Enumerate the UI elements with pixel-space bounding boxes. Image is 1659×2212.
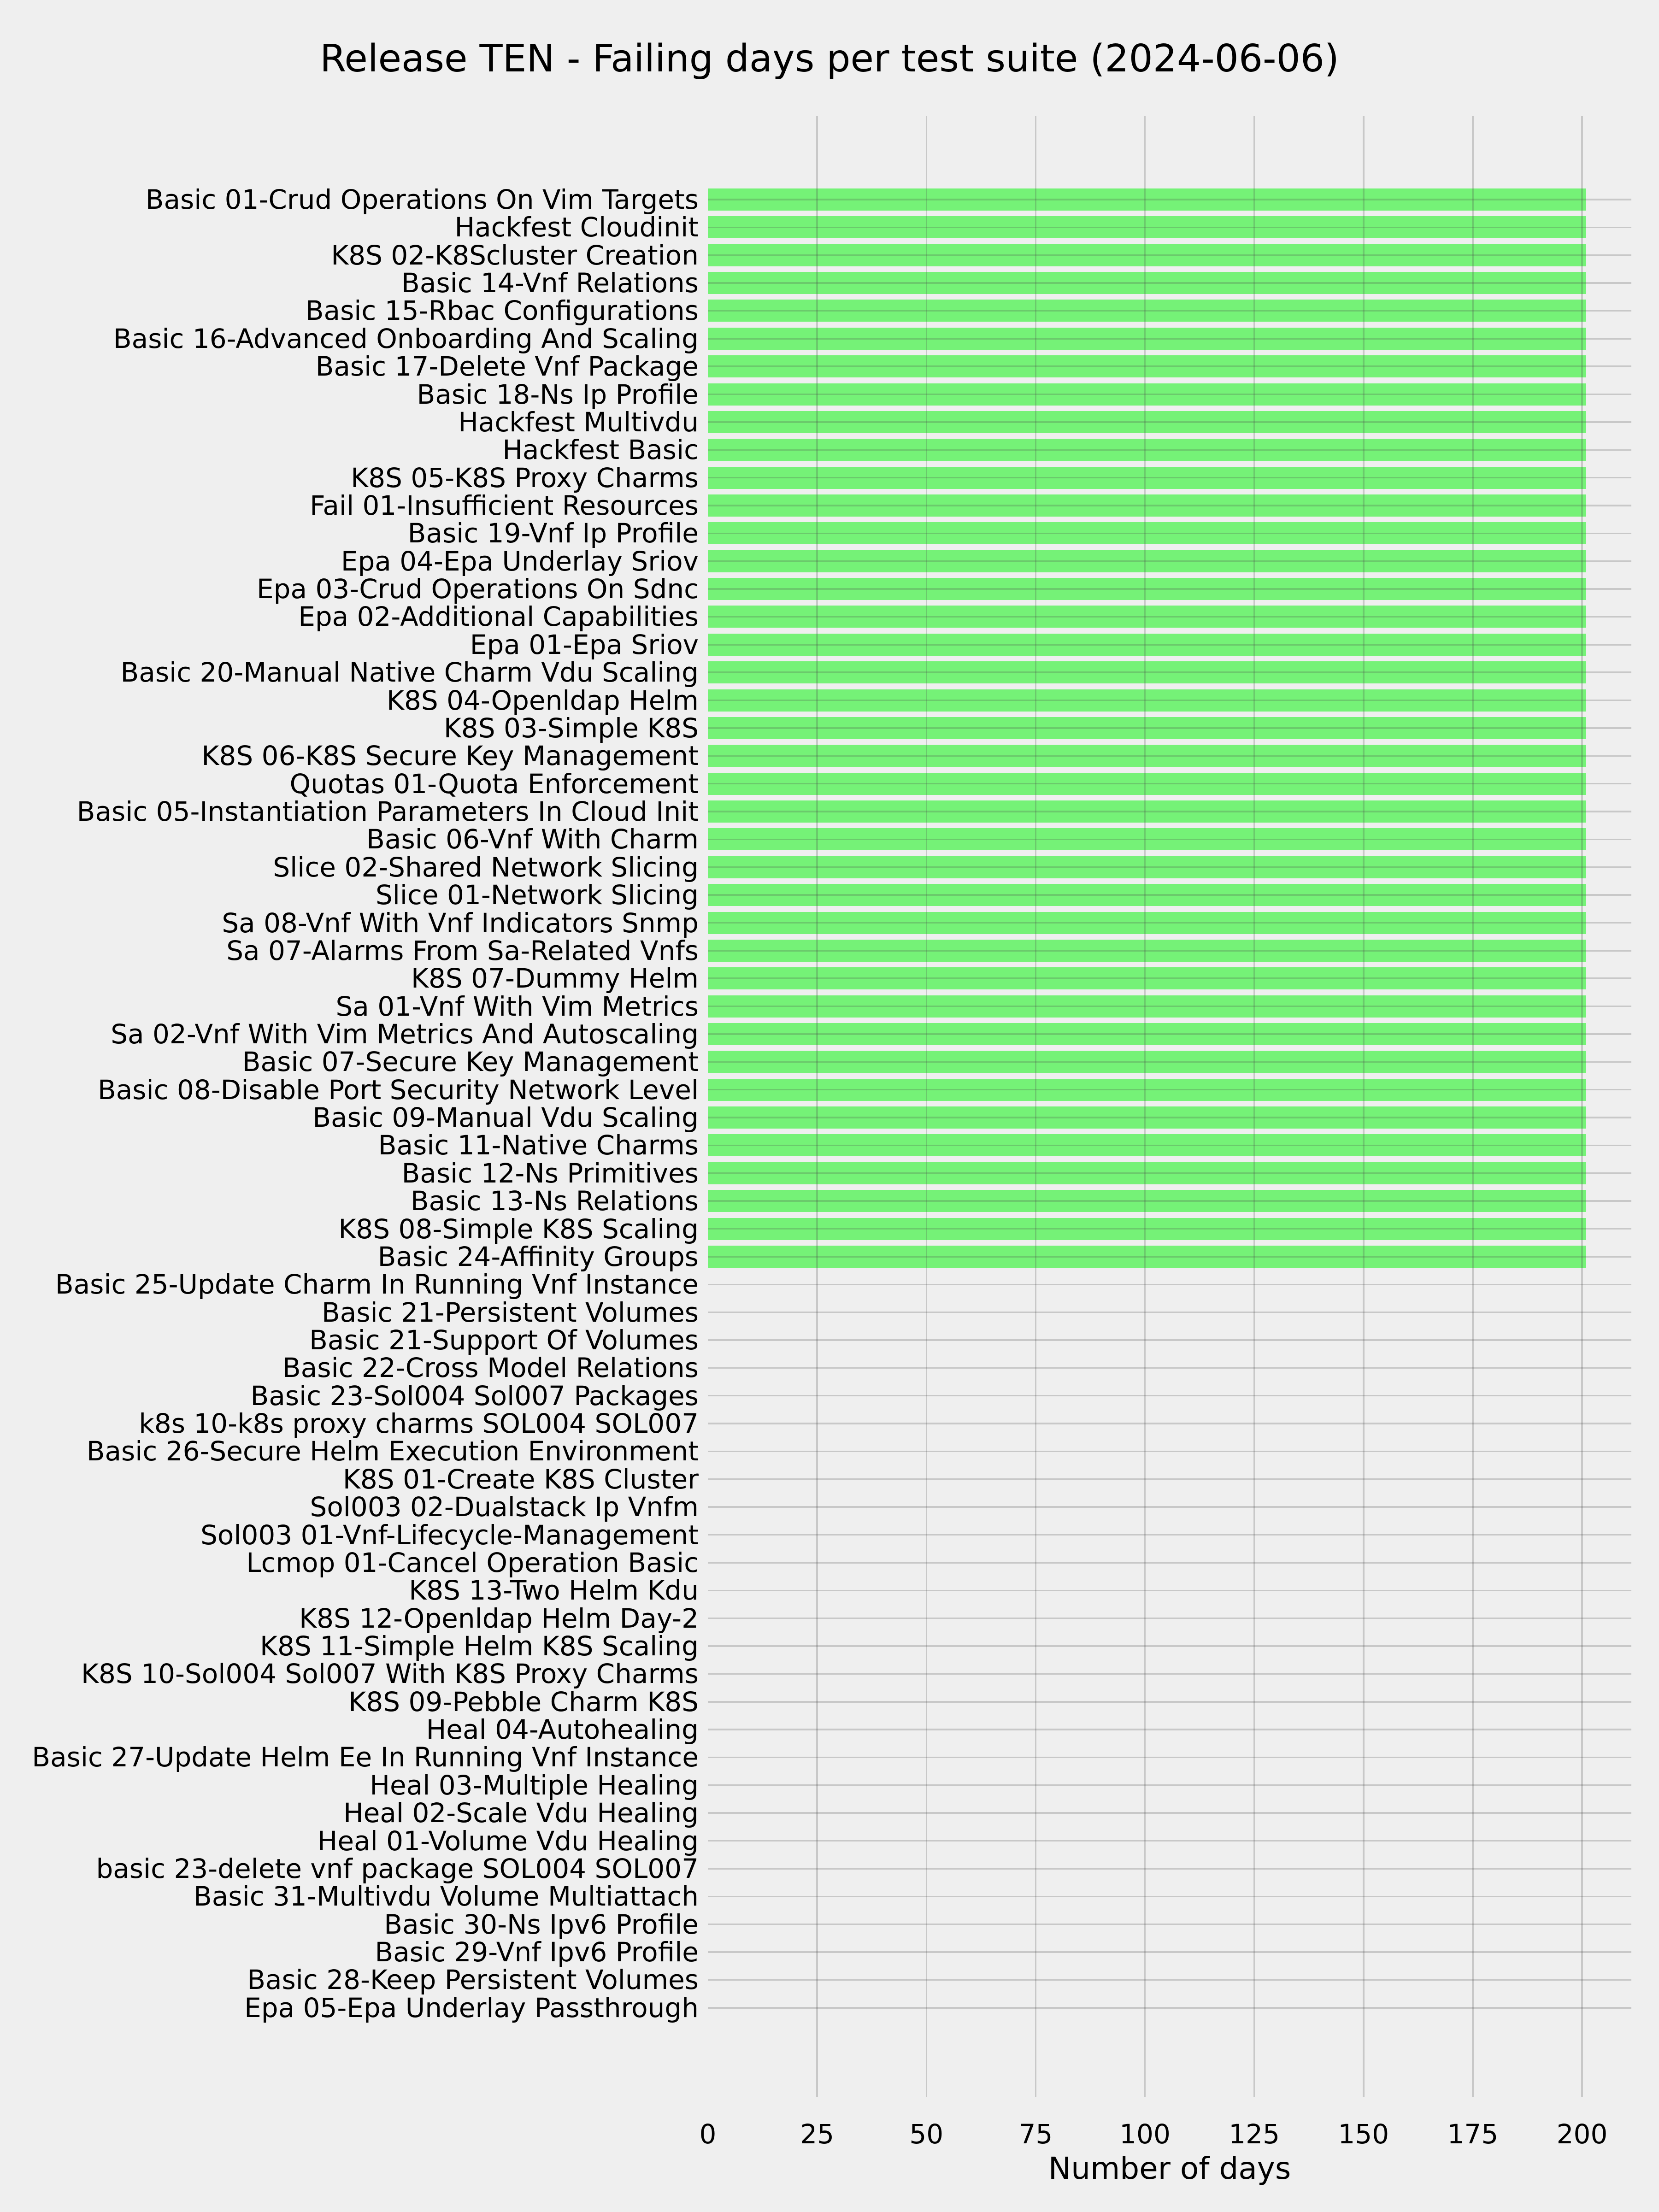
- x-tick-label: 125: [1229, 2118, 1280, 2150]
- y-tick-label: K8S 13-Two Helm Kdu: [409, 1575, 699, 1606]
- y-tick-label: K8S 08-Simple K8S Scaling: [338, 1213, 699, 1245]
- y-tick-label: Slice 01-Network Slicing: [375, 879, 699, 911]
- y-tick-label: K8S 04-Openldap Helm: [386, 684, 699, 716]
- y-tick-label: Quotas 01-Quota Enforcement: [289, 768, 699, 800]
- y-gridline: [708, 560, 1631, 562]
- y-gridline: [708, 1868, 1631, 1870]
- x-gridline: [1363, 116, 1365, 2097]
- y-gridline: [708, 671, 1631, 673]
- y-gridline: [708, 839, 1631, 841]
- y-gridline: [708, 1618, 1631, 1619]
- y-tick-label: Basic 17-Delete Vnf Package: [315, 351, 699, 382]
- y-tick-label: K8S 05-K8S Proxy Charms: [351, 462, 699, 494]
- y-gridline: [708, 1840, 1631, 1842]
- y-gridline: [708, 588, 1631, 590]
- y-gridline: [708, 1312, 1631, 1313]
- y-tick-label: K8S 06-K8S Secure Key Management: [201, 740, 699, 772]
- y-gridline: [708, 755, 1631, 757]
- x-gridline: [926, 116, 928, 2097]
- y-tick-label: Hackfest Cloudinit: [454, 212, 699, 243]
- y-tick-label: Basic 20-Manual Native Charm Vdu Scaling: [120, 657, 699, 688]
- y-tick-label: Basic 12-Ns Primitives: [401, 1157, 699, 1189]
- y-tick-label: Slice 02-Shared Network Slicing: [273, 851, 699, 883]
- x-axis-label: Number of days: [1048, 2151, 1291, 2186]
- y-gridline: [708, 866, 1631, 868]
- y-tick-label: Basic 25-Update Charm In Running Vnf Instance: [55, 1269, 699, 1300]
- x-gridline: [1472, 116, 1474, 2097]
- y-tick-label: K8S 02-K8Scluster Creation: [331, 239, 699, 271]
- y-gridline: [708, 1256, 1631, 1258]
- y-gridline: [708, 1033, 1631, 1035]
- y-gridline: [708, 1451, 1631, 1453]
- y-tick-label: K8S 10-Sol004 Sol007 With K8S Proxy Charms: [81, 1658, 699, 1690]
- y-tick-label: Epa 04-Epa Underlay Sriov: [341, 545, 699, 577]
- y-tick-label: K8S 12-Openldap Helm Day-2: [299, 1602, 699, 1634]
- y-gridline: [708, 1061, 1631, 1063]
- y-gridline: [708, 1172, 1631, 1174]
- y-gridline: [708, 1645, 1631, 1647]
- y-tick-label: Basic 08-Disable Port Security Network Level: [97, 1074, 699, 1106]
- y-gridline: [708, 2007, 1631, 2009]
- y-tick-label: Epa 03-Crud Operations On Sdnc: [257, 573, 699, 605]
- y-gridline: [708, 1339, 1631, 1341]
- y-tick-label: K8S 11-Simple Helm K8S Scaling: [260, 1630, 699, 1662]
- x-tick-label: 150: [1338, 2118, 1389, 2150]
- x-tick-label: 200: [1556, 2118, 1608, 2150]
- y-gridline: [708, 338, 1631, 340]
- y-gridline: [708, 950, 1631, 952]
- x-gridline: [1035, 116, 1037, 2097]
- y-tick-label: K8S 09-Pebble Charm K8S: [348, 1686, 699, 1718]
- y-tick-label: K8S 07-Dummy Helm: [411, 963, 699, 994]
- x-gridline: [1144, 116, 1146, 2097]
- y-tick-label: Heal 01-Volume Vdu Healing: [317, 1825, 699, 1857]
- y-tick-label: Lcmop 01-Cancel Operation Basic: [246, 1547, 699, 1578]
- y-gridline: [708, 1117, 1631, 1118]
- y-gridline: [708, 1951, 1631, 1953]
- y-tick-label: Basic 06-Vnf With Charm: [366, 824, 699, 855]
- y-gridline: [708, 505, 1631, 506]
- y-gridline: [708, 1506, 1631, 1508]
- y-tick-label: Basic 15-Rbac Configurations: [305, 295, 699, 327]
- y-tick-label: Basic 21-Persistent Volumes: [321, 1296, 699, 1328]
- y-tick-label: Basic 09-Manual Vdu Scaling: [312, 1102, 699, 1134]
- y-gridline: [708, 1284, 1631, 1286]
- y-tick-label: Hackfest Multivdu: [458, 406, 699, 438]
- y-tick-label: Basic 14-Vnf Relations: [401, 267, 699, 299]
- y-gridline: [708, 727, 1631, 729]
- y-tick-label: Basic 27-Update Helm Ee In Running Vnf Instance: [32, 1741, 699, 1773]
- y-gridline: [708, 1228, 1631, 1230]
- y-gridline: [708, 1478, 1631, 1480]
- x-gridline: [1253, 116, 1255, 2097]
- y-tick-label: Heal 02-Scale Vdu Healing: [343, 1797, 699, 1829]
- y-tick-label: Basic 29-Vnf Ipv6 Profile: [375, 1936, 699, 1968]
- y-gridline: [708, 1367, 1631, 1369]
- y-tick-label: Sa 01-Vnf With Vim Metrics: [335, 990, 699, 1022]
- y-tick-label: Basic 05-Instantiation Parameters In Cloud Init: [76, 796, 699, 828]
- x-tick-label: 25: [800, 2118, 835, 2150]
- y-tick-label: Basic 22-Cross Model Relations: [282, 1352, 699, 1384]
- y-gridline: [708, 254, 1631, 256]
- y-tick-label: Basic 28-Keep Persistent Volumes: [247, 1964, 699, 1996]
- y-tick-label: K8S 01-Create K8S Cluster: [342, 1463, 699, 1495]
- y-gridline: [708, 783, 1631, 785]
- y-tick-label: Basic 30-Ns Ipv6 Profile: [384, 1908, 699, 1940]
- x-tick-label: 50: [909, 2118, 944, 2150]
- y-tick-label: Fail 01-Insufficient Resources: [310, 490, 699, 522]
- y-gridline: [708, 1701, 1631, 1703]
- y-tick-label: Epa 05-Epa Underlay Passthrough: [244, 1992, 699, 2024]
- y-gridline: [708, 977, 1631, 979]
- y-tick-label: Basic 16-Advanced Onboarding And Scaling: [113, 323, 699, 354]
- y-tick-label: Sa 07-Alarms From Sa-Related Vnfs: [226, 935, 699, 966]
- y-gridline: [708, 1924, 1631, 1925]
- y-tick-label: Basic 18-Ns Ip Profile: [417, 378, 699, 410]
- y-gridline: [708, 449, 1631, 451]
- y-gridline: [708, 1590, 1631, 1592]
- y-tick-label: Basic 24-Affinity Groups: [377, 1241, 699, 1272]
- y-tick-label: Heal 03-Multiple Healing: [370, 1769, 699, 1801]
- x-gridline: [1581, 116, 1583, 2097]
- y-gridline: [708, 1812, 1631, 1814]
- y-gridline: [708, 394, 1631, 395]
- y-gridline: [708, 1896, 1631, 1898]
- y-gridline: [708, 199, 1631, 200]
- y-tick-label: Sa 08-Vnf With Vnf Indicators Snmp: [222, 907, 699, 939]
- chart-title: Release TEN - Failing days per test suite (2024-06-06): [320, 37, 1339, 81]
- y-tick-label: k8s 10-k8s proxy charms SOL004 SOL007: [139, 1408, 699, 1440]
- y-gridline: [708, 1089, 1631, 1091]
- y-gridline: [708, 1534, 1631, 1536]
- x-tick-label: 100: [1119, 2118, 1171, 2150]
- y-tick-label: Basic 13-Ns Relations: [410, 1185, 699, 1217]
- y-gridline: [708, 365, 1631, 367]
- y-gridline: [708, 533, 1631, 535]
- x-tick-label: 75: [1018, 2118, 1053, 2150]
- y-gridline: [708, 811, 1631, 812]
- y-tick-label: Basic 01-Crud Operations On Vim Targets: [145, 184, 699, 215]
- y-gridline: [708, 922, 1631, 924]
- y-gridline: [708, 1979, 1631, 1981]
- y-gridline: [708, 1200, 1631, 1202]
- y-tick-label: K8S 03-Simple K8S: [443, 712, 699, 744]
- y-gridline: [708, 700, 1631, 701]
- y-tick-label: Sol003 02-Dualstack Ip Vnfm: [310, 1491, 699, 1523]
- y-tick-label: Basic 11-Native Charms: [378, 1130, 699, 1161]
- y-tick-label: Basic 26-Secure Helm Execution Environment: [86, 1435, 699, 1467]
- y-tick-label: Basic 21-Support Of Volumes: [309, 1324, 699, 1356]
- y-gridline: [708, 282, 1631, 284]
- y-gridline: [708, 894, 1631, 896]
- y-gridline: [708, 644, 1631, 646]
- y-gridline: [708, 227, 1631, 229]
- y-gridline: [708, 1673, 1631, 1675]
- y-gridline: [708, 1562, 1631, 1564]
- y-tick-label: Epa 01-Epa Sriov: [470, 629, 699, 660]
- y-tick-label: Basic 07-Secure Key Management: [242, 1046, 699, 1078]
- y-gridline: [708, 1729, 1631, 1730]
- y-tick-label: Sol003 01-Vnf-Lifecycle-Management: [200, 1519, 699, 1551]
- y-tick-label: Basic 23-Sol004 Sol007 Packages: [250, 1380, 699, 1412]
- plot-area: [708, 116, 1631, 2097]
- y-gridline: [708, 310, 1631, 312]
- x-tick-label: 175: [1447, 2118, 1499, 2150]
- y-gridline: [708, 1006, 1631, 1007]
- x-tick-label: 0: [699, 2118, 717, 2150]
- y-gridline: [708, 1784, 1631, 1786]
- y-gridline: [708, 1757, 1631, 1759]
- y-tick-label: basic 23-delete vnf package SOL004 SOL007: [96, 1853, 699, 1884]
- x-gridline: [816, 116, 818, 2097]
- y-tick-label: Sa 02-Vnf With Vim Metrics And Autoscaling: [111, 1018, 699, 1050]
- y-gridline: [708, 1145, 1631, 1147]
- y-tick-label: Basic 19-Vnf Ip Profile: [407, 518, 699, 549]
- y-tick-label: Heal 04-Autohealing: [426, 1714, 699, 1746]
- y-gridline: [708, 616, 1631, 618]
- y-gridline: [708, 1423, 1631, 1424]
- y-tick-label: Basic 31-Multivdu Volume Multiattach: [194, 1881, 699, 1912]
- y-gridline: [708, 421, 1631, 423]
- y-tick-label: Epa 02-Additional Capabilities: [298, 601, 699, 633]
- y-tick-label: Hackfest Basic: [502, 434, 699, 466]
- y-gridline: [708, 477, 1631, 479]
- y-gridline: [708, 1395, 1631, 1397]
